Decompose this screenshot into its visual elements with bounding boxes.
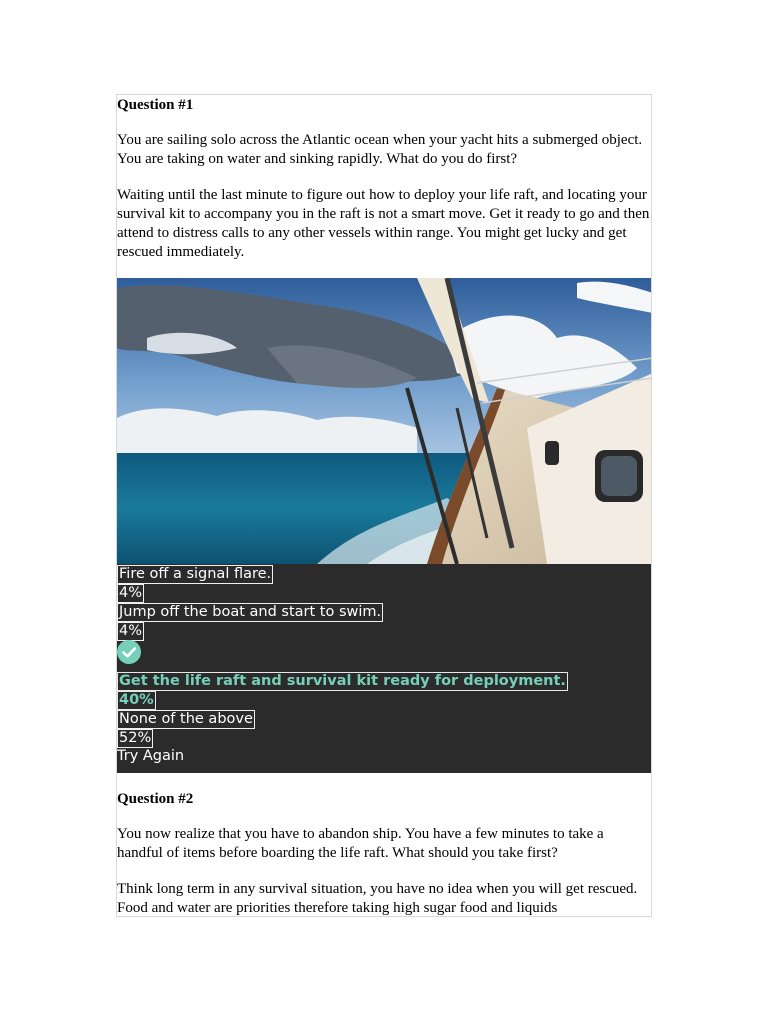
answer-option-3-percent: 40% <box>119 692 154 708</box>
question-1-prompt: You are sailing solo across the Atlantic ocean when your yacht hits a submerged object. You are taking on water and sinking rapidly. What do you do first? <box>117 132 643 167</box>
question-2-prompt: You now realize that you have to abandon ship. You have a few minutes to take a handful of items before boarding the life raft. What should you take first? <box>117 826 604 861</box>
answer-option-4-percent: 52% <box>119 730 152 746</box>
answer-panel <box>117 564 652 773</box>
question-1-explanation: Waiting until the last minute to figure out how to deploy your life raft, and locating your survival kit to accompany you in the raft is not a smart move. Get it ready to go and then attend to distress calls to any other vessels within range. You might get lucky and get rescued immediately. <box>117 187 650 260</box>
answer-option-2-percent: 4% <box>119 623 143 639</box>
sailboat-photo <box>117 278 652 564</box>
question-2-explanation: Think long term in any survival situation, you have no idea when you will get rescued. Food and water are priorities therefore taking high sugar food and liquids <box>117 881 638 916</box>
article-card <box>116 94 652 917</box>
answer-option-2[interactable]: Jump off the boat and start to swim. <box>119 604 382 620</box>
question-2-title: Question #2 <box>117 791 194 807</box>
check-circle-icon <box>117 640 141 664</box>
try-again-button[interactable]: Try Again <box>117 748 185 764</box>
answer-option-1-percent: 4% <box>119 585 143 601</box>
answer-option-1[interactable]: Fire off a signal flare. <box>119 566 272 582</box>
answer-option-3-correct[interactable]: Get the life raft and survival kit ready for deployment. <box>119 673 566 689</box>
answer-option-4[interactable]: None of the above <box>119 711 253 727</box>
question-1-title: Question #1 <box>117 97 194 113</box>
